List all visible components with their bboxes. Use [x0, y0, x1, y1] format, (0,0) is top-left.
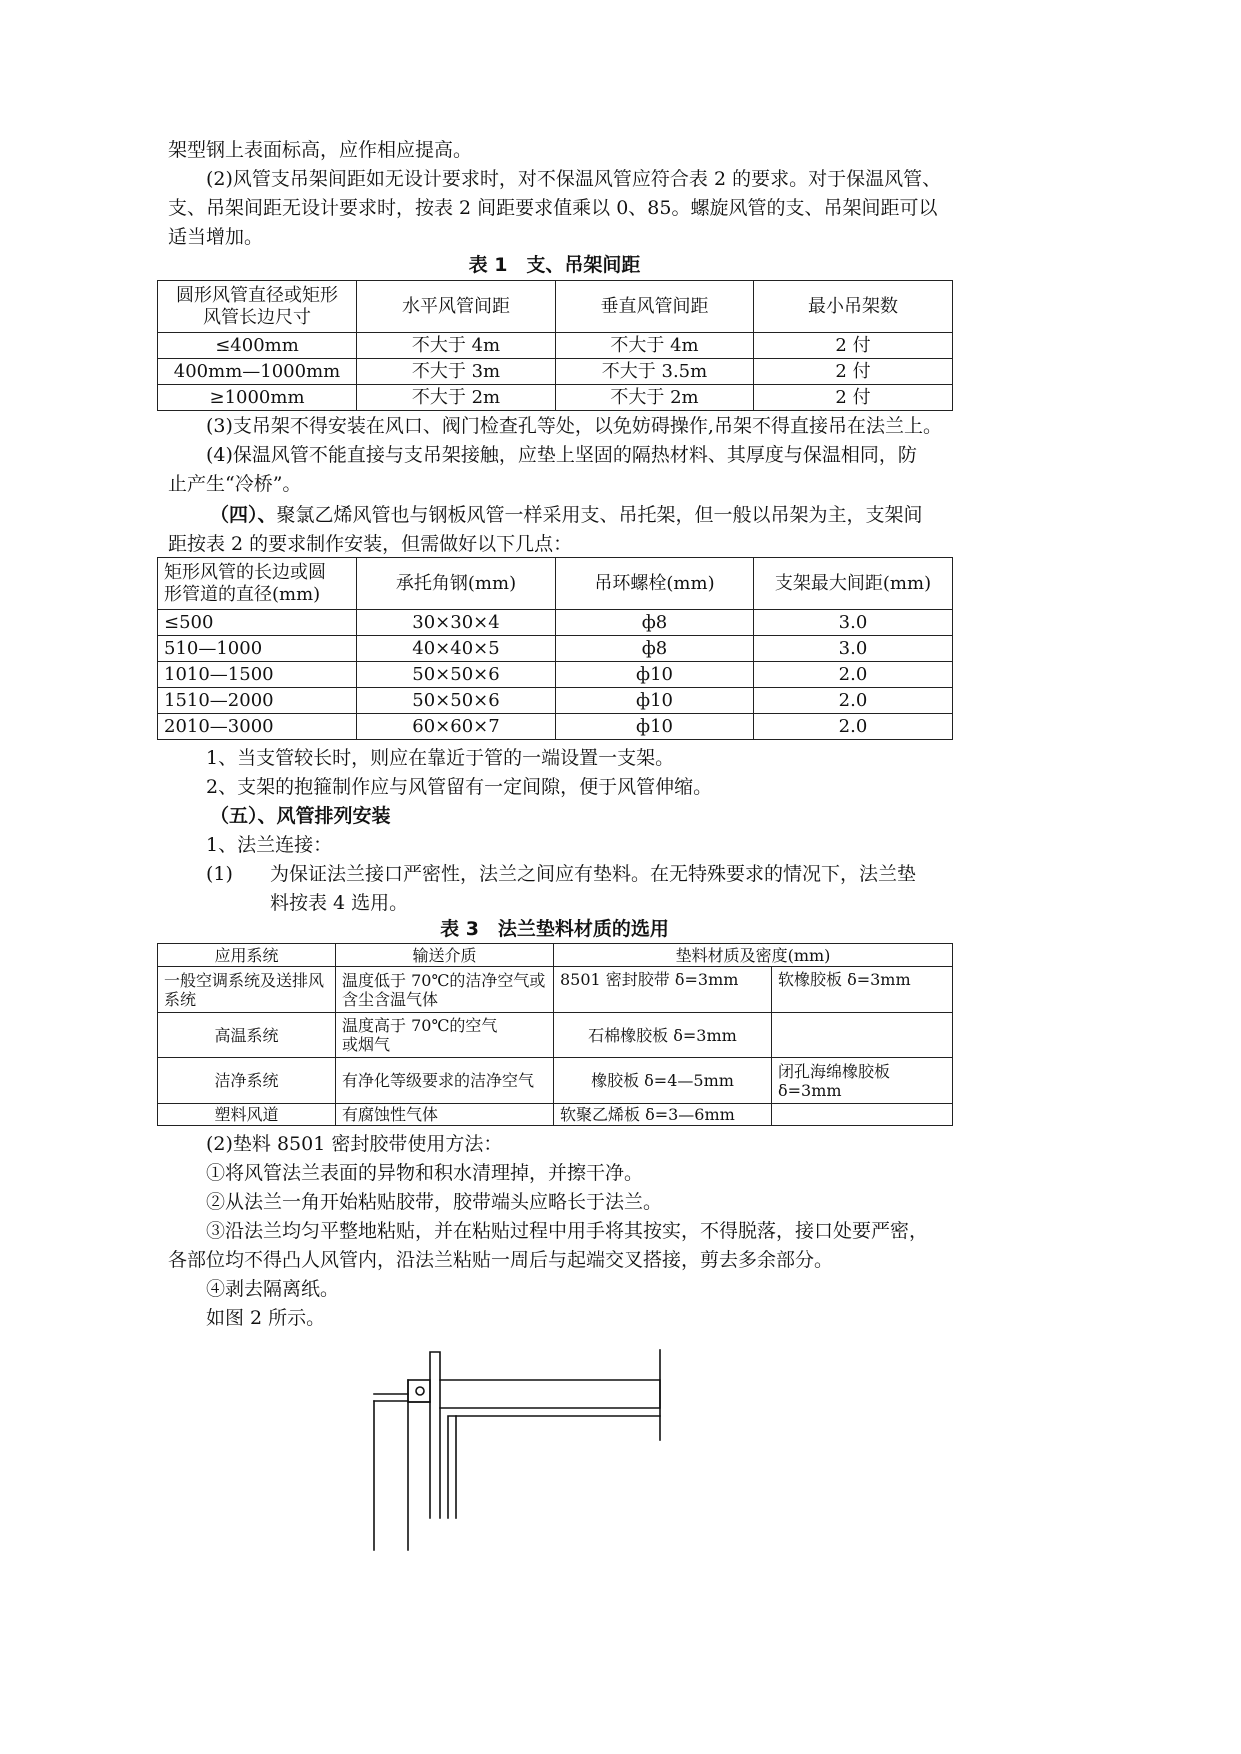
list-item: 1、当支管较长时，则应在靠近于管的一端设置一支架。 [206, 747, 675, 769]
table-cell: 2.0 [754, 662, 953, 688]
section-number: （四）、 [210, 504, 277, 526]
table-cell [772, 1013, 953, 1058]
duct-wall-upper [440, 1380, 660, 1518]
paragraph-line: 支、吊架间距无设计要求时，按表 2 间距要求值乘以 0、85。螺旋风管的支、吊架间距可以 [168, 197, 938, 219]
table-cell: ф10 [556, 714, 754, 740]
table-cell: 60×60×7 [357, 714, 556, 740]
table2-header-cell: 承托角钢(mm) [357, 558, 556, 610]
table-cell: 2.0 [754, 688, 953, 714]
table-cell [336, 1013, 554, 1058]
table-row [158, 1104, 953, 1126]
table-cell [772, 1104, 953, 1126]
table-cell: 50×50×6 [357, 662, 556, 688]
table-cell: ф8 [556, 636, 754, 662]
flange-diagram [360, 1340, 680, 1570]
table-cell: 有净化等级要求的洁净空气 [336, 1058, 554, 1104]
bolt-hole-icon [416, 1387, 424, 1395]
table-cell: 不大于 4m [556, 333, 754, 359]
table-cell: 一般空调系统及送排风系统 [158, 967, 336, 1013]
table3 [157, 943, 953, 1126]
cell-line: 温度高于 70℃的空气 [342, 1016, 498, 1035]
table2-header-row [158, 558, 953, 610]
table1-header-row [158, 281, 953, 333]
table3-header-cell: 输送介质 [336, 944, 554, 967]
table-cell: 温度低于 70℃的洁净空气或含尘含温气体 [336, 967, 554, 1013]
table-cell: 石棉橡胶板 δ=3mm [554, 1013, 772, 1058]
paragraph-line: 适当增加。 [168, 226, 264, 248]
paragraph-line: (3)支吊架不得安装在风口、阀门检查孔等处，以免妨碍操作,吊架不得直接吊在法兰上。 [206, 415, 942, 437]
paragraph-line: (4)保温风管不能直接与支吊架接触，应垫上坚固的隔热材料、其厚度与保温相同，防 [206, 444, 917, 466]
table-cell: 2 付 [754, 385, 953, 411]
table-row [158, 1058, 953, 1104]
table3-header-row [158, 944, 953, 967]
table-cell: 8501 密封胶带 δ=3mm [554, 967, 772, 1013]
table-cell: ≤400mm [158, 333, 357, 359]
paragraph-line: 架型钢上表面标高，应作相应提高。 [168, 139, 473, 161]
table-cell: 橡胶板 δ=4—5mm [554, 1058, 772, 1104]
table2-header-cell: 吊环螺栓(mm) [556, 558, 754, 610]
table3-header-cell: 应用系统 [158, 944, 336, 967]
list-item: 料按表 4 选用。 [270, 892, 409, 914]
table1-caption: 表 1 支、吊架间距 [468, 254, 641, 276]
table-row [158, 1013, 953, 1058]
flange-plate [430, 1352, 440, 1518]
table-cell: ≤500 [158, 610, 357, 636]
table-row [158, 610, 953, 636]
table-cell: ф8 [556, 610, 754, 636]
table-row [158, 359, 953, 385]
header-line: 形管道的直径(mm) [164, 583, 321, 605]
table-cell: 不大于 3m [357, 359, 556, 385]
table-cell: 3.0 [754, 636, 953, 662]
table-cell: 40×40×5 [357, 636, 556, 662]
table-cell: 30×30×4 [357, 610, 556, 636]
section-heading: （五）、风管排列安装 [210, 805, 391, 827]
table-cell: 塑料风道 [158, 1104, 336, 1126]
angle-flange [408, 1380, 430, 1550]
table-cell: 不大于 3.5m [556, 359, 754, 385]
table2 [157, 557, 953, 740]
table-cell: ф10 [556, 662, 754, 688]
list-item: ④剥去隔离纸。 [206, 1278, 340, 1300]
list-item: 各部位均不得凸人风管内，沿法兰粘贴一周后与起端交叉搭接，剪去多余部分。 [168, 1249, 834, 1271]
table-cell: 软橡胶板 δ=3mm [772, 967, 953, 1013]
table-cell: 不大于 2m [556, 385, 754, 411]
table-cell: 2010—3000 [158, 714, 357, 740]
table1-header-cell [158, 281, 357, 333]
table1-header-cell: 最小吊架数 [754, 281, 953, 333]
table-row [158, 333, 953, 359]
table-cell: 1010—1500 [158, 662, 357, 688]
table-cell: 洁净系统 [158, 1058, 336, 1104]
list-item: ②从法兰一角开始粘贴胶带，胶带端头应略长于法兰。 [206, 1191, 663, 1213]
table-cell: 2 付 [754, 359, 953, 385]
table-row [158, 967, 953, 1013]
table1-header-cell: 水平风管间距 [357, 281, 556, 333]
duct-wall [374, 1394, 408, 1401]
paragraph-line: 如图 2 所示。 [206, 1307, 326, 1329]
table-cell: 510—1000 [158, 636, 357, 662]
list-item: ①将风管法兰表面的异物和积水清理掉，并擦干净。 [206, 1162, 644, 1184]
paragraph-line: 距按表 2 的要求制作安装，但需做好以下几点： [168, 533, 573, 555]
list-item-number: (1) [206, 863, 233, 885]
paragraph-line: (2)风管支吊架间距如无设计要求时，对不保温风管应符合表 2 的要求。对于保温风管、 [206, 168, 942, 190]
paragraph-text: 聚氯乙烯风管也与钢板风管一样采用支、吊托架，但一般以吊架为主，支架间 [276, 504, 923, 526]
table-cell: 不大于 4m [357, 333, 556, 359]
table-cell: 软聚乙烯板 δ=3—6mm [554, 1104, 772, 1126]
paragraph-line: 止产生“冷桥”。 [168, 473, 302, 495]
table-row [158, 688, 953, 714]
table-cell: ≥1000mm [158, 385, 357, 411]
cell-line: 或烟气 [342, 1035, 391, 1054]
table-cell: 闭孔海绵橡胶板 δ=3mm [772, 1058, 953, 1104]
table-cell: 有腐蚀性气体 [336, 1104, 554, 1126]
list-item: 为保证法兰接口严密性，法兰之间应有垫料。在无特殊要求的情况下，法兰垫 [270, 863, 917, 885]
list-item: ③沿法兰均匀平整地粘贴，并在粘贴过程中用手将其按实，不得脱落，接口处要严密， [206, 1220, 929, 1242]
list-item: 2、支架的抱箍制作应与风管留有一定间隙，便于风管伸缩。 [206, 776, 713, 798]
table-row [158, 714, 953, 740]
table-cell: 3.0 [754, 610, 953, 636]
bolt-block [408, 1380, 430, 1402]
table3-caption: 表 3 法兰垫料材质的选用 [440, 918, 669, 940]
table-row [158, 385, 953, 411]
table3-header-cell: 垫料材质及密度(mm) [554, 944, 953, 967]
table-row [158, 662, 953, 688]
table1 [157, 280, 953, 411]
table-cell: 高温系统 [158, 1013, 336, 1058]
table-cell: 2 付 [754, 333, 953, 359]
header-line: 矩形风管的长边或圆 [164, 561, 326, 583]
table-cell: 1510—2000 [158, 688, 357, 714]
header-line: 圆形风管直径或矩形 [176, 284, 338, 306]
paragraph-line [210, 501, 923, 529]
table2-header-cell: 支架最大间距(mm) [754, 558, 953, 610]
header-line: 风管长边尺寸 [203, 306, 311, 328]
table2-header-cell [158, 558, 357, 610]
table-cell: 2.0 [754, 714, 953, 740]
table-cell: ф10 [556, 688, 754, 714]
list-item: 1、法兰连接： [206, 834, 333, 856]
table-cell: 50×50×6 [357, 688, 556, 714]
table-cell: 不大于 2m [357, 385, 556, 411]
table-cell: 400mm—1000mm [158, 359, 357, 385]
table1-header-cell: 垂直风管间距 [556, 281, 754, 333]
table-row [158, 636, 953, 662]
paragraph-line: (2)垫料 8501 密封胶带使用方法： [206, 1133, 503, 1155]
